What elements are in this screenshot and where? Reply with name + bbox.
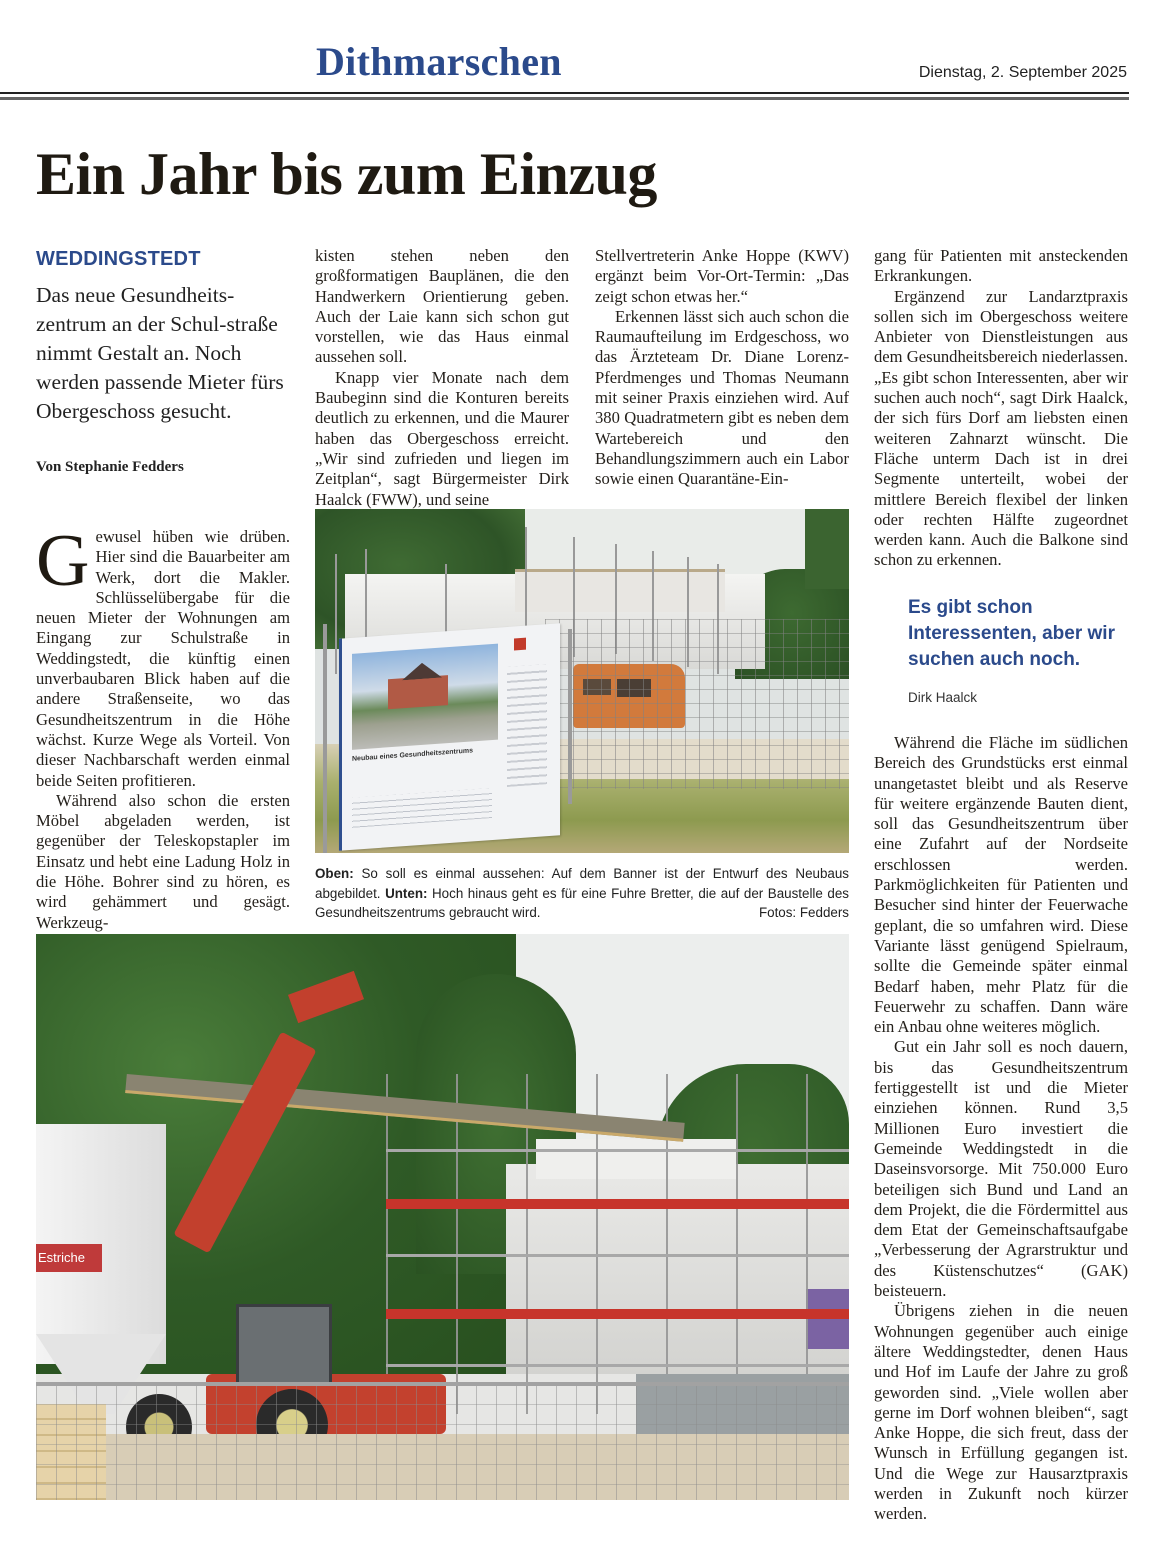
paragraph: Gut ein Jahr soll es noch dauern, bis das Gesundheitszentrum fertiggestellt ist und die Mieter einziehen können. Rund 3,5 Millionen Euro investiert die Gemeinde Weddingstedt in die Daseinsvorsorge. Mit 750.000 Euro beteiligen sich Bund und Land an dem Projekt, die die Fördermittel aus dem Etat der Gemeinschaftsaufgabe „Verbesserung der Agrarstruktur und des Küstenschutzes“ (GAK) beisteuern.	[874, 1037, 1128, 1301]
header-rule-double	[0, 97, 1129, 100]
article-column-3	[595, 246, 849, 490]
pull-quote: Es gibt schon Interessenten, aber wir suchen auch noch.	[908, 597, 1115, 670]
paragraph: Erkennen lässt sich auch schon die Raumaufteilung im Erdgeschoss, wo das Ärzteteam Dr. Diane Lorenz-Pferdmenges und Thomas Neumann mit seiner Praxis einziehen wird. Auf 380 Quadratmetern gibt es neben dem Wartebereich und den Behandlungszimmern auch ein Labor sowie einen Quarantäne-Ein-	[595, 306, 849, 489]
article-teaser: Das neue Gesundheits-zentrum an der Schul-straße nimmt Gestalt an. Noch werden passende Mieter fürs Obergeschoss gesucht.	[36, 283, 284, 423]
silo-label: Estriche	[38, 1250, 85, 1265]
photo-caption: Oben: So soll es einmal aussehen: Auf dem Banner ist der Entwurf des Neubaus abgebildet. Unten: Hoch hinaus geht es für eine Fuhre Bretter, die auf der Baustelle des Gesundheitszentrums gebraucht wird. Fotos: Fedders	[315, 864, 849, 923]
paragraph: Gewusel hüben wie drüben. Hier sind die Bauarbeiter am Werk, dort die Makler. Schlüsselübergabe für die neuen Mieter der Wohnungen am Eingang zur Schulstraße in Weddingstedt, die künftig einen unverbaubaren Blick haben auf die andere Straßenseite, wo das Gesundheitszentrum in die Höhe wächst. Kurze Wege als Vorteil. Von dieser Nachbarschaft werden einmal beide Seiten profitieren.	[36, 520, 290, 790]
photo-credit: Fotos: Fedders	[758, 905, 849, 920]
photo-construction-banner	[315, 509, 849, 853]
paragraph: Übrigens ziehen in die neuen Wohnungen gegenüber auch einige ältere Weddingstedter, denen Haus und Hof im Laufe der Jahre zu groß geworden sind. „Viele wollen aber gerne im Dorf wohnen bleiben“, sagt Anke Hoppe, die sich freut, dass der Wunsch in Erfüllung gegangen ist. Und die Wege zur Hausarztpraxis werden in Zukunft noch kürzer werden.	[874, 1301, 1128, 1524]
pull-quote-author: Dirk Haalck	[908, 690, 978, 705]
fence-banner	[339, 623, 560, 850]
header-rule	[0, 92, 1129, 94]
dropcap: G	[36, 520, 90, 602]
article-column-2	[315, 246, 569, 510]
paragraph: Knapp vier Monate nach dem Baubeginn sind die Konturen bereits deutlich zu erkennen, und die Maurer haben das Obergeschoss erreicht. „Wir sind zufrieden und liegen im Zeitplan“, sagt Bürgermeister Dirk Haalck (FWW), und seine	[315, 367, 569, 509]
article-column-1	[36, 520, 290, 933]
article-column-4-continued	[874, 733, 1128, 1525]
byline: Von Stephanie Fedders	[36, 459, 184, 475]
paragraph: kisten stehen neben den großformatigen Bauplänen, die den Handwerkern Orientierung geben. Auch der Laie kann sich schon gut vorstellen, wie das Haus einmal aussehen soll.	[315, 246, 569, 367]
banner-title: Neubau eines Gesundheitszentrums	[352, 747, 473, 763]
photo-telescopic-handler	[36, 934, 849, 1500]
paragraph: Ergänzend zur Landarztpraxis sollen sich im Obergeschoss weitere Anbieter von Dienstleistungen aus dem Gesundheitsbereich niederlassen. „Es gibt schon Interessenten, aber wir suchen auch noch“, sagt Dirk Haalck, der sich fürs Dorf am liebsten einen weiteren Zahnarzt wünscht. Die Fläche unterm Dach ist in drei Segmente unterteilt, wobei der mittlere Bereich flexibel der linken oder rechten Hälfte zugeordnet werden kann. Auch die Balkone sind schon zu erkennen.	[874, 286, 1128, 570]
paragraph: gang für Patienten mit ansteckenden Erkrankungen.	[874, 246, 1128, 286]
paragraph: Stellvertreterin Anke Hoppe (KWV) ergänzt beim Vor-Ort-Termin: „Das zeigt schon etwas her.“	[595, 246, 849, 306]
paragraph: Während also schon die ersten Möbel abgeladen werden, ist gegenüber der Teleskopstapler im Einsatz und hebt eine Ladung Holz in die Höhe. Bohrer sind zu hören, es wird gehämmert und gesägt. Werkzeug-	[36, 790, 290, 932]
issue-date: Dienstag, 2. September 2025	[918, 64, 1127, 81]
section-title: Dithmarschen	[316, 39, 562, 84]
dateline: WEDDINGSTEDT	[36, 248, 201, 270]
paragraph: Während die Fläche im südlichen Bereich des Grundstücks erst einmal unangetastet bleibt und als Reserve für weitere ergänzende Bauten dient, soll das Gesundheitszentrum über eine Zufahrt auf der Nordseite erschlossen werden. Parkmöglichkeiten für Patienten und Besucher sind hinter der Feuerwache geplant, die so umfahren wird. Diese Variante lässt genügend Spielraum, sollte die Gemeinde später einmal Bedarf haben, mehr Platz für die Feuerwehr zu schaffen. Dann wäre ein Anbau ohne weiteres möglich.	[874, 733, 1128, 1037]
article-column-4	[874, 246, 1128, 571]
article-headline: Ein Jahr bis zum Einzug	[36, 141, 657, 207]
